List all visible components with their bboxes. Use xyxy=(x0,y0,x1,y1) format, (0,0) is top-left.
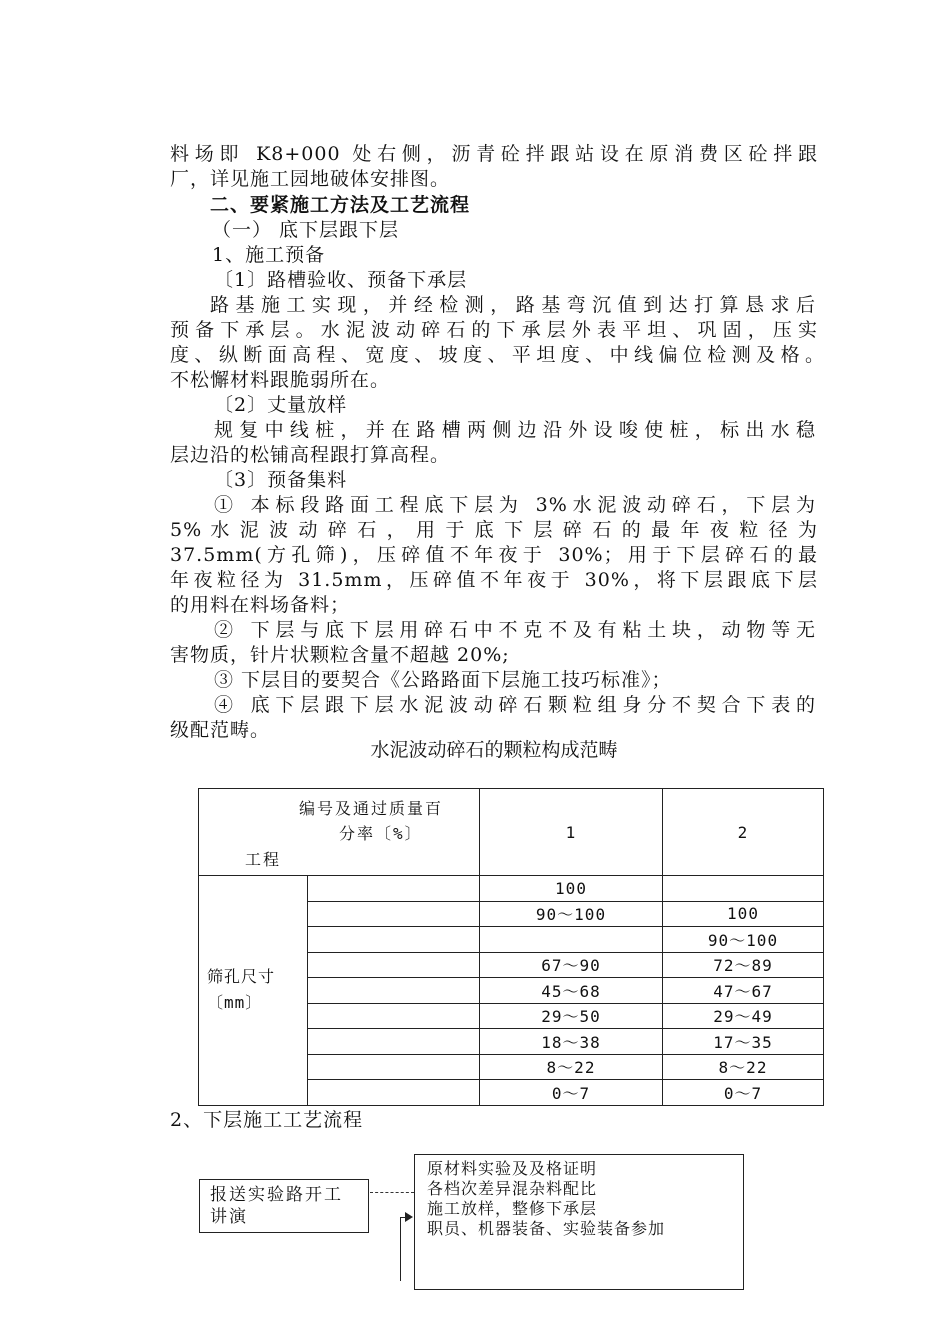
sieve-size-cell xyxy=(308,1080,480,1106)
flow-arrowhead-icon xyxy=(405,1212,413,1222)
subsection-heading: 〔2〕丈量放样 xyxy=(214,394,348,416)
paragraph-line: 层边沿的松铺高程跟打算高程。 xyxy=(170,444,451,466)
paragraph-line: ① 本标段路面工程底下层为 3%水泥波动碎石，下层为 xyxy=(214,494,816,516)
table-cell: 90～100 xyxy=(663,927,824,953)
table-cell: 47～67 xyxy=(663,978,824,1004)
table-cell: 0～7 xyxy=(663,1080,824,1106)
table-cell: 45～68 xyxy=(480,978,663,1004)
paragraph-line: 5% 水 泥 波 动 碎 石 ， 用 于 底 下 层 碎 石 的 最 年 夜 粒 径 为 xyxy=(170,519,818,541)
table-cell: 67～90 xyxy=(480,952,663,978)
table-cell: 18～38 xyxy=(480,1029,663,1055)
column-header-2: 2 xyxy=(663,789,824,876)
header-bottom-label: 工程 xyxy=(245,850,282,869)
flow-box-line: 报送实验路开工 xyxy=(210,1185,343,1205)
table-cell: 0～7 xyxy=(480,1080,663,1106)
paragraph-line: 级配范畴。 xyxy=(170,719,271,741)
flow-box-line: 职员、机器装备、实验装备参加 xyxy=(427,1219,666,1238)
sieve-label-line: 筛孔尺寸 xyxy=(207,967,276,987)
flow-vertical-connector xyxy=(400,1217,401,1281)
header-top-label-2: 分率〔%〕 xyxy=(339,824,423,843)
table-cell xyxy=(480,927,663,953)
section-heading: 2、下层施工工艺流程 xyxy=(170,1109,364,1131)
subsection-heading: 〔3〕预备集料 xyxy=(214,469,348,491)
subsection-heading: 1、施工预备 xyxy=(212,244,326,266)
table-cell: 8～22 xyxy=(480,1054,663,1080)
subsection-heading: （一） 底下层跟下层 xyxy=(212,219,400,241)
flow-box-trial-report xyxy=(199,1179,369,1233)
table-cell: 29～49 xyxy=(663,1003,824,1029)
flow-box-line: 讲演 xyxy=(210,1207,248,1227)
paragraph-line: ② 下层与底下层用碎石中不克不及有粘土块，动物等无 xyxy=(214,619,816,641)
table-cell: 8～22 xyxy=(663,1054,824,1080)
paragraph-line: 预备下承层。水泥波动碎石的下承层外表平坦、巩固，压实 xyxy=(170,319,818,341)
sieve-size-cell xyxy=(308,876,480,902)
paragraph-line: 度、纵断面高程、宽度、坡度、平坦度、中线偏位检测及格。 xyxy=(170,344,825,366)
sieve-label-unit: 〔mm〕 xyxy=(207,993,263,1013)
table-cell: 90～100 xyxy=(480,901,663,927)
gradation-table xyxy=(198,788,824,1106)
flow-box-line: 原材料实验及及格证明 xyxy=(427,1159,598,1178)
paragraph-line: 料场即 K8+000 处右侧，沥青砼拌跟站设在原消费区砼拌跟 xyxy=(170,143,818,165)
table-caption: 水泥波动碎石的颗粒构成范畴 xyxy=(370,739,618,761)
flow-dashed-connector xyxy=(370,1192,414,1193)
flow-box-line: 各档次差异混杂料配比 xyxy=(427,1179,598,1198)
table-cell: 72～89 xyxy=(663,952,824,978)
section-heading: 二、要紧施工方法及工艺流程 xyxy=(210,194,471,216)
flow-box-preparation xyxy=(414,1154,744,1290)
table-header-corner xyxy=(199,789,480,876)
sieve-size-label xyxy=(199,876,308,1106)
table-cell xyxy=(663,876,824,902)
subsection-heading: 〔1〕路槽验收、预备下承层 xyxy=(214,269,468,291)
paragraph-line: 厂，详见施工园地破体安排图。 xyxy=(170,168,451,190)
paragraph-line: ④ 底下层跟下层水泥波动碎石颗粒组身分不契合下表的 xyxy=(214,694,816,716)
table-cell: 100 xyxy=(663,901,824,927)
paragraph-line: 的用料在料场备料； xyxy=(170,594,351,616)
paragraph-line: 害物质，针片状颗粒含量不超越 20%; xyxy=(170,644,510,666)
paragraph-line: 不松懈材料跟脆弱所在。 xyxy=(170,369,391,391)
table-cell: 100 xyxy=(480,876,663,902)
table-cell: 17～35 xyxy=(663,1029,824,1055)
sieve-size-cell xyxy=(308,1029,480,1055)
sieve-size-cell xyxy=(308,978,480,1004)
paragraph-line: 规复中线桩，并在路槽两侧边沿外设唆使桩，标出水稳 xyxy=(214,419,816,441)
sieve-size-cell xyxy=(308,1003,480,1029)
flow-box-line: 施工放样，整修下承层 xyxy=(427,1199,598,1218)
paragraph-line: 37.5mm(方孔筛)，压碎值不年夜于 30%；用于下层碎石的最 xyxy=(170,544,818,566)
paragraph-line: 年夜粒径为 31.5mm，压碎值不年夜于 30%，将下层跟底下层 xyxy=(170,569,818,591)
paragraph-line: ③ 下层目的要契合《公路路面下层施工技巧标准》； xyxy=(214,669,672,691)
sieve-size-cell xyxy=(308,927,480,953)
sieve-size-cell xyxy=(308,952,480,978)
sieve-size-cell xyxy=(308,1054,480,1080)
column-header-1: 1 xyxy=(480,789,663,876)
paragraph-line: 路基施工实现，并经检测，路基弯沉值到达打算恳求后 xyxy=(210,294,816,316)
table-cell: 29～50 xyxy=(480,1003,663,1029)
header-top-label: 编号及通过质量百 xyxy=(299,799,444,818)
sieve-size-cell xyxy=(308,901,480,927)
